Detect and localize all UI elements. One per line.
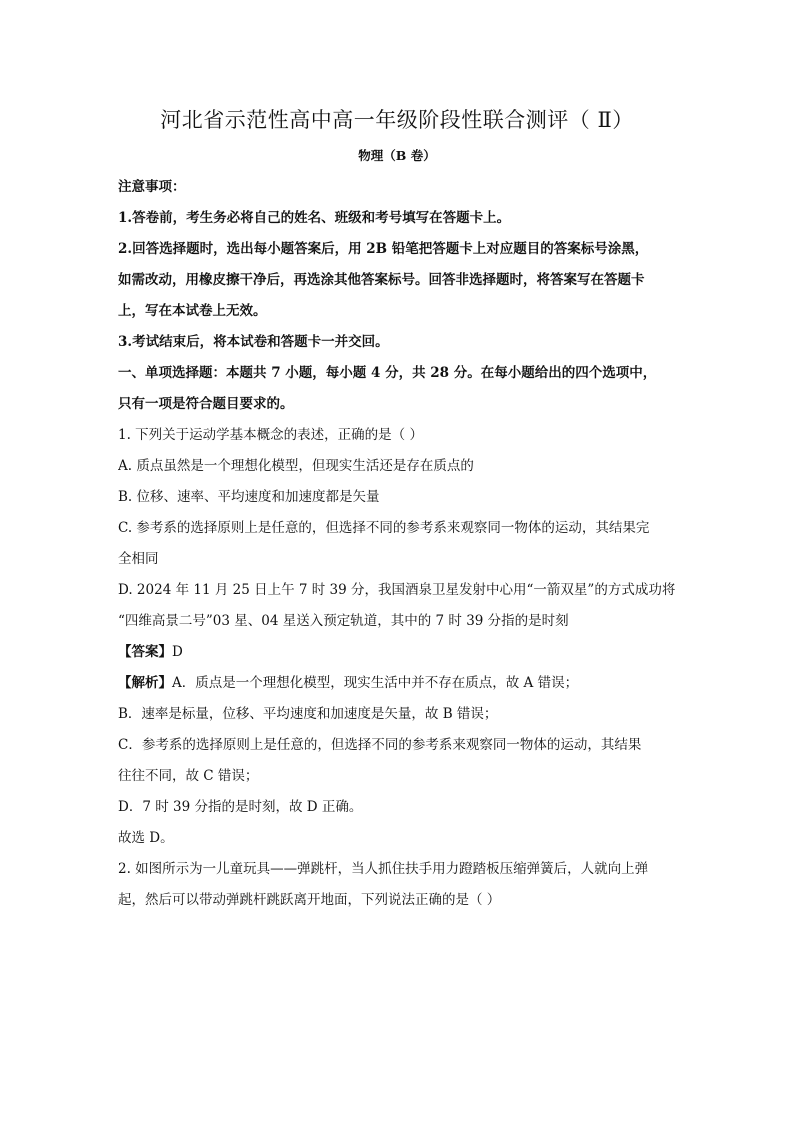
notice-item-2-line-1: 2.回答选择题时，选出每小题答案后，用 2B 铅笔把答题卡上对应题目的答案标号涂黑， [118,241,649,257]
question-1-option-c-line-1: C. 参考系的选择原则上是任意的，但选择不同的参考系来观察同一物体的运动，其结果完 [118,520,650,536]
question-1-option-a: A. 质点虽然是一个理想化模型，但现实生活还是存在质点的 [118,458,474,474]
question-1-explanation-line-4: 往往不同，故 C 错误； [118,768,259,784]
notice-item-3: 3.考试结束后，将本试卷和答题卡一并交回。 [118,334,389,350]
explanation-text: A．质点是一个理想化模型，现实生活中并不存在质点，故 A 错误； [172,675,579,691]
question-2-stem-line-2: 起，然后可以带动弹跳杆跳跃离开地面，下列说法正确的是（ ） [118,892,501,908]
question-1-option-d-line-1: D. 2024 年 11 月 25 日上午 7 时 39 分，我国酒泉卫星发射中心用“一箭双星”的方式成功将 [118,582,676,598]
answer-tag: 【答案】 [118,644,172,660]
section-heading-line-2: 只有一项是符合题目要求的。 [118,396,294,412]
notice-item-2-line-2: 如需改动，用橡皮擦干净后，再选涂其他答案标号。回答非选择题时，将答案写在答题卡 [118,272,645,288]
question-2-stem-line-1: 2. 如图所示为一儿童玩具——弹跳杆，当人抓住扶手用力蹬踏板压缩弹簧后，人就向上弹 [118,861,649,877]
notice-item-1: 1.答卷前，考生务必将自己的姓名、班级和考号填写在答题卡上。 [118,210,511,226]
exam-title: 河北省示范性高中高一年级阶段性联合测评（ Ⅱ） [160,108,634,132]
exam-body [118,172,678,916]
question-1-option-b: B. 位移、速率、平均速度和加速度都是矢量 [118,489,380,505]
question-1-explanation-line-1 [118,668,678,699]
section-heading-line-1: 一、单项选择题：本题共 7 小题，每小题 4 分，共 28 分。在每小题给出的四个选项中， [118,365,657,381]
question-1-stem: 1. 下列关于运动学基本概念的表述，正确的是（ ） [118,427,423,443]
notice-item-2-line-3: 上，写在本试卷上无效。 [118,303,267,319]
answer-value: D [172,644,183,660]
question-1-explanation-line-5: D．7 时 39 分指的是时刻，故 D 正确。 [118,799,363,815]
question-1-answer [118,637,678,668]
question-1-explanation-line-3: C．参考系的选择原则上是任意的，但选择不同的参考系来观察同一物体的运动，其结果 [118,737,642,753]
exam-subtitle: 物理（B 卷） [358,148,436,163]
notice-heading: 注意事项： [118,179,186,195]
question-1-explanation-line-2: B．速率是标量，位移、平均速度和加速度是矢量，故 B 错误； [118,706,498,722]
explanation-tag: 【解析】 [118,675,172,691]
question-1-option-d-line-2: “四维高景二号”03 星、04 星送入预定轨道，其中的 7 时 39 分指的是时刻 [118,613,569,629]
question-1-conclusion: 故选 D。 [118,830,174,846]
question-1-option-c-line-2: 全相同 [118,551,159,567]
